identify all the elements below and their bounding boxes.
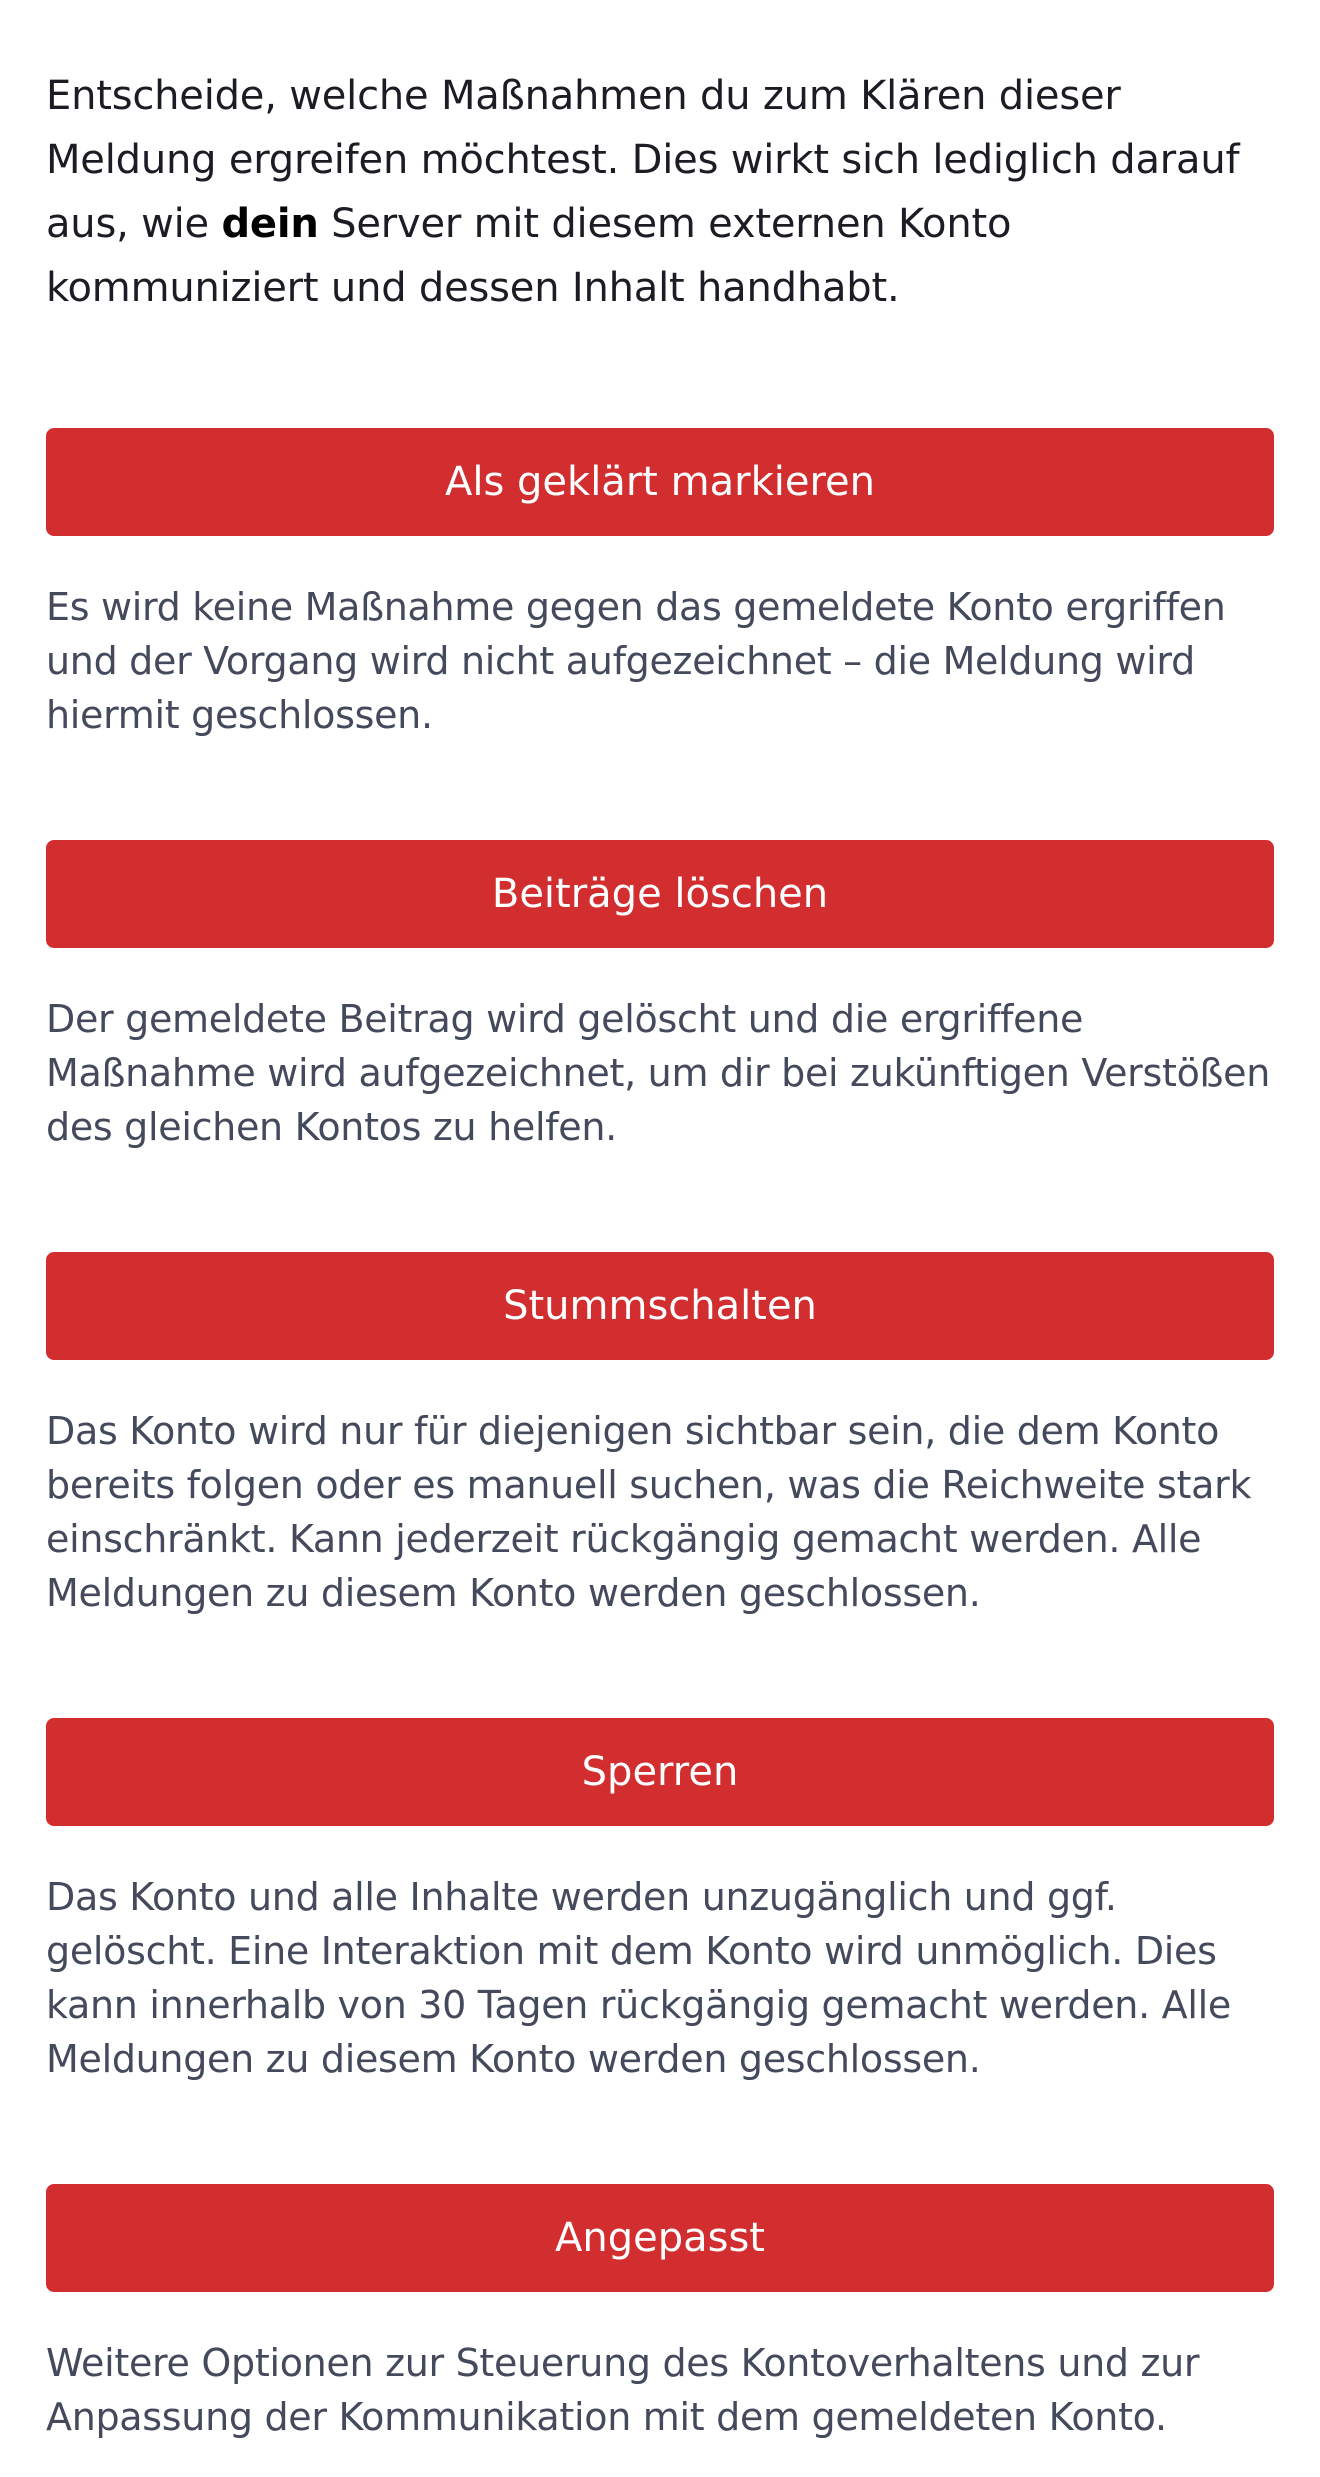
action-silence <box>46 1252 1274 1620</box>
mark-resolved-description: Es wird keine Maßnahme gegen das gemeldete Konto ergriffen und der Vorgang wird nicht aufgezeichnet – die Meldung wird hiermit geschlossen. <box>46 585 1226 737</box>
silence-description: Das Konto wird nur für diejenigen sichtbar sein, die dem Konto bereits folgen oder es manuell suchen, was die Reichweite stark einschränkt. Kann jederzeit rückgängig gemacht werden. Alle Meldungen zu diesem Konto werden geschlossen. <box>46 1409 1252 1615</box>
action-resolve <box>46 428 1274 742</box>
suspend-button[interactable]: Sperren <box>46 1718 1274 1826</box>
delete-posts-button[interactable]: Beiträge löschen <box>46 840 1274 948</box>
custom-description: Weitere Optionen zur Steuerung des Kontoverhaltens und zur Anpassung der Kommunikation mit dem gemeldeten Konto. <box>46 2341 1200 2439</box>
silence-button[interactable]: Stummschalten <box>46 1252 1274 1360</box>
intro-text-before: Entscheide, welche Maßnahmen du zum Klären dieser Meldung ergreifen möchtest. Dies wirkt sich lediglich darauf aus, wie <box>46 73 1240 247</box>
delete-posts-description: Der gemeldete Beitrag wird gelöscht und die ergriffene Maßnahme wird aufgezeichnet, um dir bei zukünftigen Verstößen des gleichen Kontos zu helfen. <box>46 997 1271 1149</box>
action-custom <box>46 2184 1274 2444</box>
custom-button[interactable]: Angepasst <box>46 2184 1274 2292</box>
mark-resolved-button[interactable]: Als geklärt markieren <box>46 428 1274 536</box>
intro-text <box>46 0 1274 320</box>
suspend-description: Das Konto und alle Inhalte werden unzugänglich und ggf. gelöscht. Eine Interaktion mit dem Konto wird unmöglich. Dies kann innerhalb von 30 Tagen rückgängig gemacht werden. Alle Meldungen zu diesem Konto werden geschlossen. <box>46 1875 1231 2081</box>
action-delete-posts <box>46 840 1274 1154</box>
action-suspend <box>46 1718 1274 2086</box>
intro-text-after: Server mit diesem externen Konto kommuniziert und dessen Inhalt handhabt. <box>46 201 1012 311</box>
intro-emphasis: dein <box>221 201 319 247</box>
